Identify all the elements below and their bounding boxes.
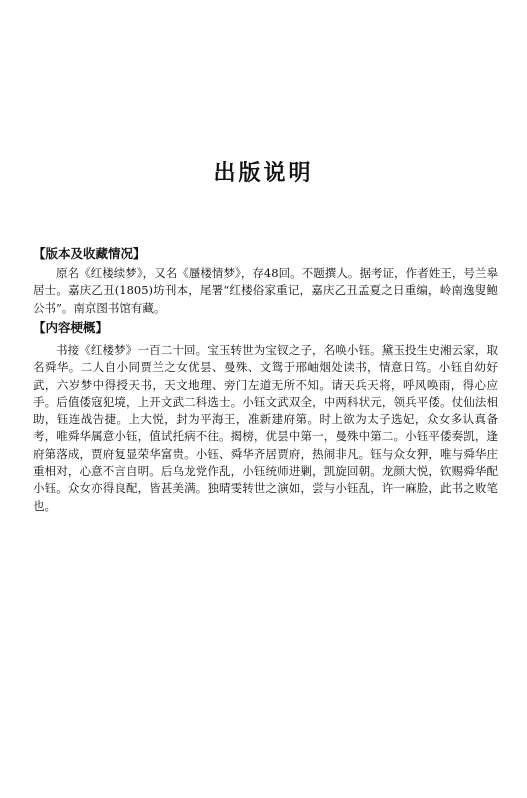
summary-paragraph: 书接《红楼梦》一百二十回。宝玉转世为宝钗之子，名唤小钰。黛玉投生史湘云家，取名舜华。二人自小同贾兰之女优昙、曼殊、文鸳于邢岫烟处读书，情意日笃。小钰自幼好武，六岁梦中得授天书，天文地理、旁门左道无所不知。请天兵天将，呼风唤雨，得心应手。后值倭寇犯境，上开文武二科选士。小钰文武双全，中两科状元，领兵平倭。仗仙法相助，钰连战告捷。上大悦，封为平海王，准新建府第。时上欲为太子选妃，众女多认真备考，唯舜华属意小钰，值试托病不往。揭榜，优昙中第一，曼殊中第二。小钰平倭奏凯，逢府第落成，贾府复显荣华富贵。小钰、舜华齐居贾府，热闹非凡。钰与众女狎，唯与舜华庄重相对，心意不言自明。后乌龙党作乱，小钰统师进剿，凯旋回朝。龙颜大悦，钦赐舜华配小钰。众女亦得良配，皆甚美满。独晴雯转世之演如，尝与小钰乱，许一麻脸，此书之败笔也。: [33, 343, 498, 513]
page-title: 出版说明: [213, 161, 314, 186]
section-body-edition: [33, 265, 498, 317]
edition-paragraph: 原名《红楼续梦》，又名《蜃楼情梦》，存48回。不题撰人。据考证，作者姓王，号兰皋居士。嘉庆乙丑(1805)坊刊本，尾署“红楼俗家重记，嘉庆乙丑孟夏之日重编，岭南逸叟鲍公书”。南京图书馆有藏。: [33, 266, 498, 315]
section-body-summary: [33, 342, 498, 515]
section-heading-summary: 【内容梗概】: [33, 320, 109, 335]
section-heading-edition: 【版本及收藏情况】: [33, 246, 146, 261]
